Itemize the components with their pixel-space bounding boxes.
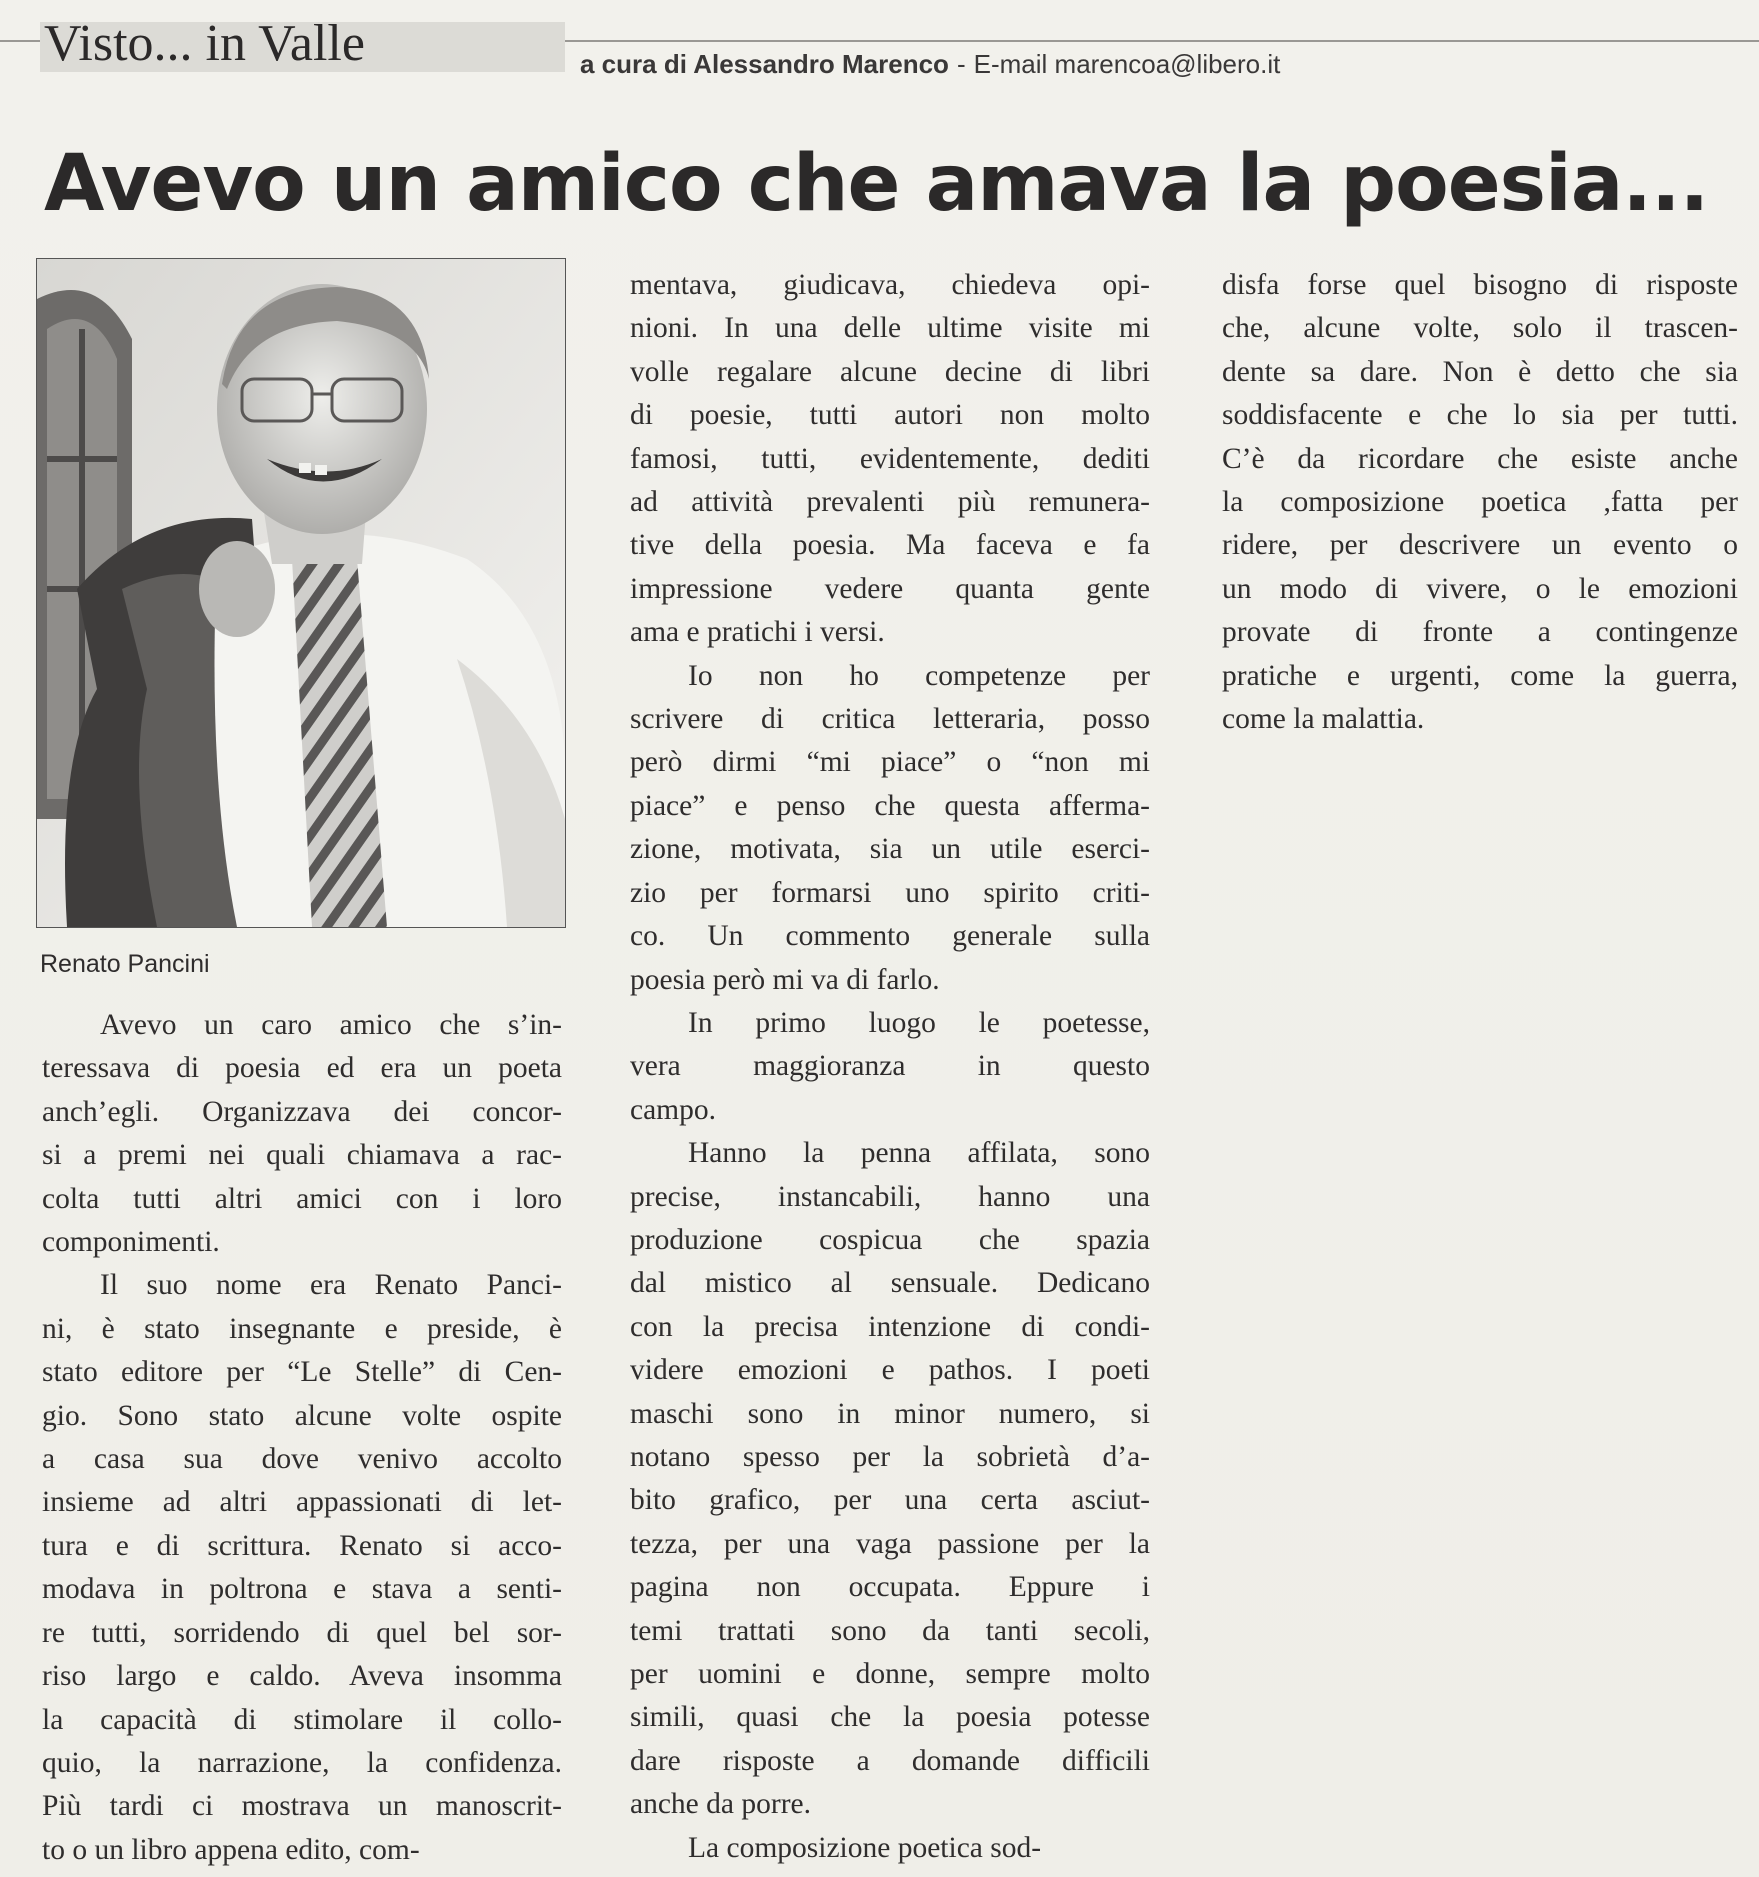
article-column-1	[42, 1004, 562, 1872]
article-line: come la malattia.	[1222, 703, 1425, 736]
article-line: In primo luogo le poetesse,	[688, 1006, 1150, 1039]
article-line: scrivere di critica letteraria, posso	[630, 703, 1150, 736]
article-line: con la precisa intenzione di condi-	[630, 1310, 1150, 1343]
article-line: Io non ho competenze per	[688, 659, 1150, 692]
article-column-3	[1222, 264, 1738, 741]
article-line: a casa sua dove venivo accolto	[42, 1443, 562, 1476]
byline	[580, 44, 1280, 84]
portrait-photo	[36, 258, 566, 928]
article-line: dal mistico al sensuale. Dedicano	[630, 1267, 1150, 1300]
article-line: famosi, tutti, evidentemente, dediti	[630, 442, 1150, 475]
article-line: produzione cospicua che spazia	[630, 1223, 1150, 1256]
article-line: tezza, per una vaga passione per la	[630, 1527, 1150, 1560]
article-line: re tutti, sorridendo di quel bel sor-	[42, 1616, 562, 1649]
article-line: temi trattati sono da tanti secoli,	[630, 1614, 1150, 1647]
article-line: co. Un commento generale sulla	[630, 920, 1150, 953]
article-line: che, alcune volte, solo il trascen-	[1222, 312, 1738, 345]
article-line: componimenti.	[42, 1226, 220, 1259]
article-line: bito grafico, per una certa asciut-	[630, 1484, 1150, 1517]
portrait-photo-illustration	[37, 259, 565, 927]
article-line: gio. Sono stato alcune volte ospite	[42, 1399, 562, 1432]
article-line: C’è da ricordare che esiste anche	[1222, 442, 1738, 475]
article-line: ridere, per descrivere un evento o	[1222, 529, 1738, 562]
byline-email-label: E-mail	[973, 49, 1048, 79]
article-line: ama e pratichi i versi.	[630, 616, 885, 649]
article-line: Il suo nome era Renato Panci-	[100, 1269, 562, 1302]
article-line: zione, motivata, sia un utile eserci-	[630, 833, 1150, 866]
article-line: impressione vedere quanta gente	[630, 572, 1150, 605]
article-line: soddisfacente e che lo sia per tutti.	[1222, 399, 1738, 432]
article-line: simili, quasi che la poesia potesse	[630, 1701, 1150, 1734]
article-line: campo.	[630, 1093, 717, 1126]
article-paragraph	[630, 1002, 1150, 1132]
article-line: per uomini e donne, sempre molto	[630, 1658, 1150, 1690]
article-line: volle regalare alcune decine di libri	[630, 355, 1150, 388]
article-line: tive della poesia. Ma faceva e fa	[630, 529, 1150, 562]
article-paragraph	[630, 1132, 1150, 1827]
article-line: poesia però mi va di farlo.	[630, 963, 940, 996]
article-line: teressava di poesia ed era un poeta	[42, 1052, 562, 1085]
article-line: ni, è stato insegnante e preside, è	[42, 1312, 562, 1345]
article-line: La composizione poetica sod-	[688, 1831, 1042, 1864]
article-line: mentava, giudicava, chiedeva opi-	[630, 269, 1150, 301]
article-paragraph	[42, 1264, 562, 1872]
article-paragraph	[630, 264, 1150, 655]
article-line: provate di fronte a contingenze	[1222, 616, 1738, 649]
article-line: maschi sono in minor numero, si	[630, 1397, 1150, 1430]
article-line: un modo di vivere, o le emozioni	[1222, 572, 1738, 605]
article-line: modava in poltrona e stava a senti-	[42, 1573, 562, 1606]
article-column-2	[630, 264, 1150, 1870]
article-line: si a premi nei quali chiamava a rac-	[42, 1139, 562, 1172]
article-line: videre emozioni e pathos. I poeti	[630, 1354, 1150, 1387]
article-line: nioni. In una delle ultime visite mi	[630, 312, 1150, 345]
article-line: ad attività prevalenti più remunera-	[630, 486, 1150, 519]
article-line: precise, instancabili, hanno una	[630, 1180, 1150, 1213]
article-line: Più tardi ci mostrava un manoscrit-	[42, 1790, 562, 1823]
article-line: anch’egli. Organizzava dei concor-	[42, 1095, 562, 1128]
article-line: tura e di scrittura. Renato si acco-	[42, 1529, 562, 1562]
article-line: insieme ad altri appassionati di let-	[42, 1486, 562, 1519]
article-line: riso largo e caldo. Aveva insomma	[42, 1660, 562, 1693]
byline-email: marencoa@libero.it	[1054, 49, 1281, 79]
article-paragraph	[630, 1827, 1150, 1870]
article-line: Hanno la penna affilata, sono	[688, 1137, 1150, 1170]
article-line: piace” e penso che questa afferma-	[630, 789, 1150, 822]
article-line: dente sa dare. Non è detto che sia	[1222, 355, 1738, 388]
article-line: la capacità di stimolare il collo-	[42, 1703, 562, 1736]
article-line: stato editore per “Le Stelle” di Cen-	[42, 1356, 562, 1389]
article-line: colta tutti altri amici con i loro	[42, 1182, 562, 1215]
article-line: zio per formarsi uno spirito criti-	[630, 876, 1150, 909]
article-line: disfa forse quel bisogno di risposte	[1222, 269, 1738, 301]
photo-caption: Renato Pancini	[40, 950, 210, 978]
headline: Avevo un amico che amava la poesia...	[44, 139, 1709, 229]
article-paragraph	[1222, 264, 1738, 741]
article-line: di poesie, tutti autori non molto	[630, 399, 1150, 432]
article-line: to o un libro appena edito, com-	[42, 1833, 420, 1866]
article-line: pagina non occupata. Eppure i	[630, 1571, 1150, 1604]
article-line: quio, la narrazione, la confidenza.	[42, 1746, 562, 1779]
article-line: però dirmi “mi piace” o “non mi	[630, 746, 1150, 779]
article-line: notano spesso per la sobrietà d’a-	[630, 1440, 1150, 1473]
article-line: pratiche e urgenti, come la guerra,	[1222, 659, 1738, 692]
article-line: Avevo un caro amico che s’in-	[100, 1009, 562, 1041]
section-name: Visto... in Valle	[44, 15, 365, 72]
article-paragraph	[630, 655, 1150, 1002]
article-line: vera maggioranza in questo	[630, 1050, 1150, 1083]
article-paragraph	[42, 1004, 562, 1264]
byline-separator: -	[956, 49, 966, 79]
article-line: la composizione poetica ,fatta per	[1222, 486, 1738, 519]
article-line: anche da porre.	[630, 1788, 811, 1821]
article-line: dare risposte a domande difficili	[630, 1744, 1150, 1777]
byline-curator: a cura di Alessandro Marenco	[580, 49, 949, 79]
